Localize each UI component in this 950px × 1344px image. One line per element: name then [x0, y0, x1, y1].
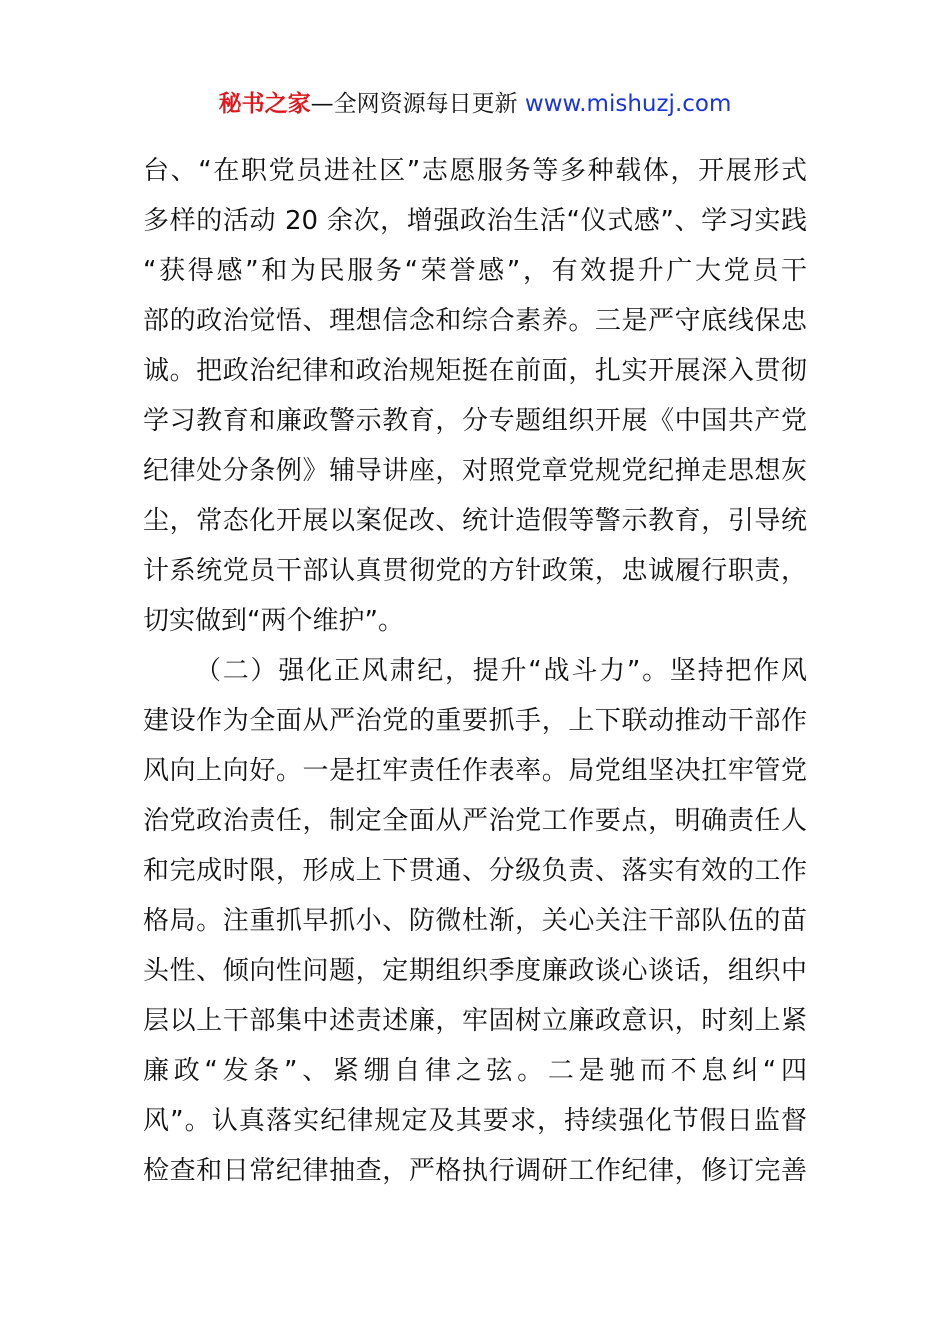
- paragraph-start-line: （二）强化正风肃纪，提升“战斗力”。坚持把作风: [195, 656, 807, 686]
- text-line: 风向上向好。一是扛牢责任作表率。局党组坚决扛牢管党: [143, 756, 807, 786]
- text-line: 风”。认真落实纪律规定及其要求，持续强化节假日监督: [143, 1106, 807, 1136]
- text-line: 部的政治觉悟、理想信念和综合素养。三是严守底线保忠: [143, 306, 807, 336]
- text-line: 计系统党员干部认真贯彻党的方针政策，忠诚履行职责，: [143, 556, 807, 586]
- site-url-link[interactable]: www.mishuzj.com: [524, 91, 732, 117]
- text-line: 检查和日常纪律抽查，严格执行调研工作纪律，修订完善: [143, 1156, 807, 1186]
- text-line: “获得感”和为民服务“荣誉感”，有效提升广大党员干: [143, 256, 807, 286]
- text-line: 切实做到“两个维护”。: [143, 606, 404, 636]
- text-line: 尘，常态化开展以案促改、统计造假等警示教育，引导统: [143, 506, 807, 536]
- brand-name: 秘书之家: [218, 91, 311, 117]
- text-line: 多样的活动 20 余次，增强政治生活“仪式感”、学习实践: [143, 206, 807, 236]
- text-line: 建设作为全面从严治党的重要抓手，上下联动推动干部作: [143, 706, 807, 736]
- text-line: 治党政治责任，制定全面从严治党工作要点，明确责任人: [143, 806, 807, 836]
- text-line: 廉政“发条”、紧绷自律之弦。二是驰而不息纠“四: [143, 1056, 807, 1086]
- text-line: 学习教育和廉政警示教育，分专题组织开展《中国共产党: [143, 406, 807, 436]
- header-tagline: —全网资源每日更新: [310, 91, 518, 117]
- text-line: 诚。把政治纪律和政治规矩挺在前面，扎实开展深入贯彻: [143, 356, 807, 386]
- text-line: 头性、倾向性问题，定期组织季度廉政谈心谈话，组织中: [143, 956, 807, 986]
- text-line: 和完成时限，形成上下贯通、分级负责、落实有效的工作: [143, 856, 807, 886]
- text-line: 纪律处分条例》辅导讲座，对照党章党规党纪掸走思想灰: [143, 456, 807, 486]
- text-line: 格局。注重抓早抓小、防微杜渐，关心关注干部队伍的苗: [143, 906, 807, 936]
- document-body: [143, 146, 807, 1196]
- site-header: [0, 86, 950, 122]
- text-line: 层以上干部集中述责述廉，牢固树立廉政意识，时刻上紧: [143, 1006, 807, 1036]
- text-line: 台、“在职党员进社区”志愿服务等多种载体，开展形式: [143, 156, 807, 186]
